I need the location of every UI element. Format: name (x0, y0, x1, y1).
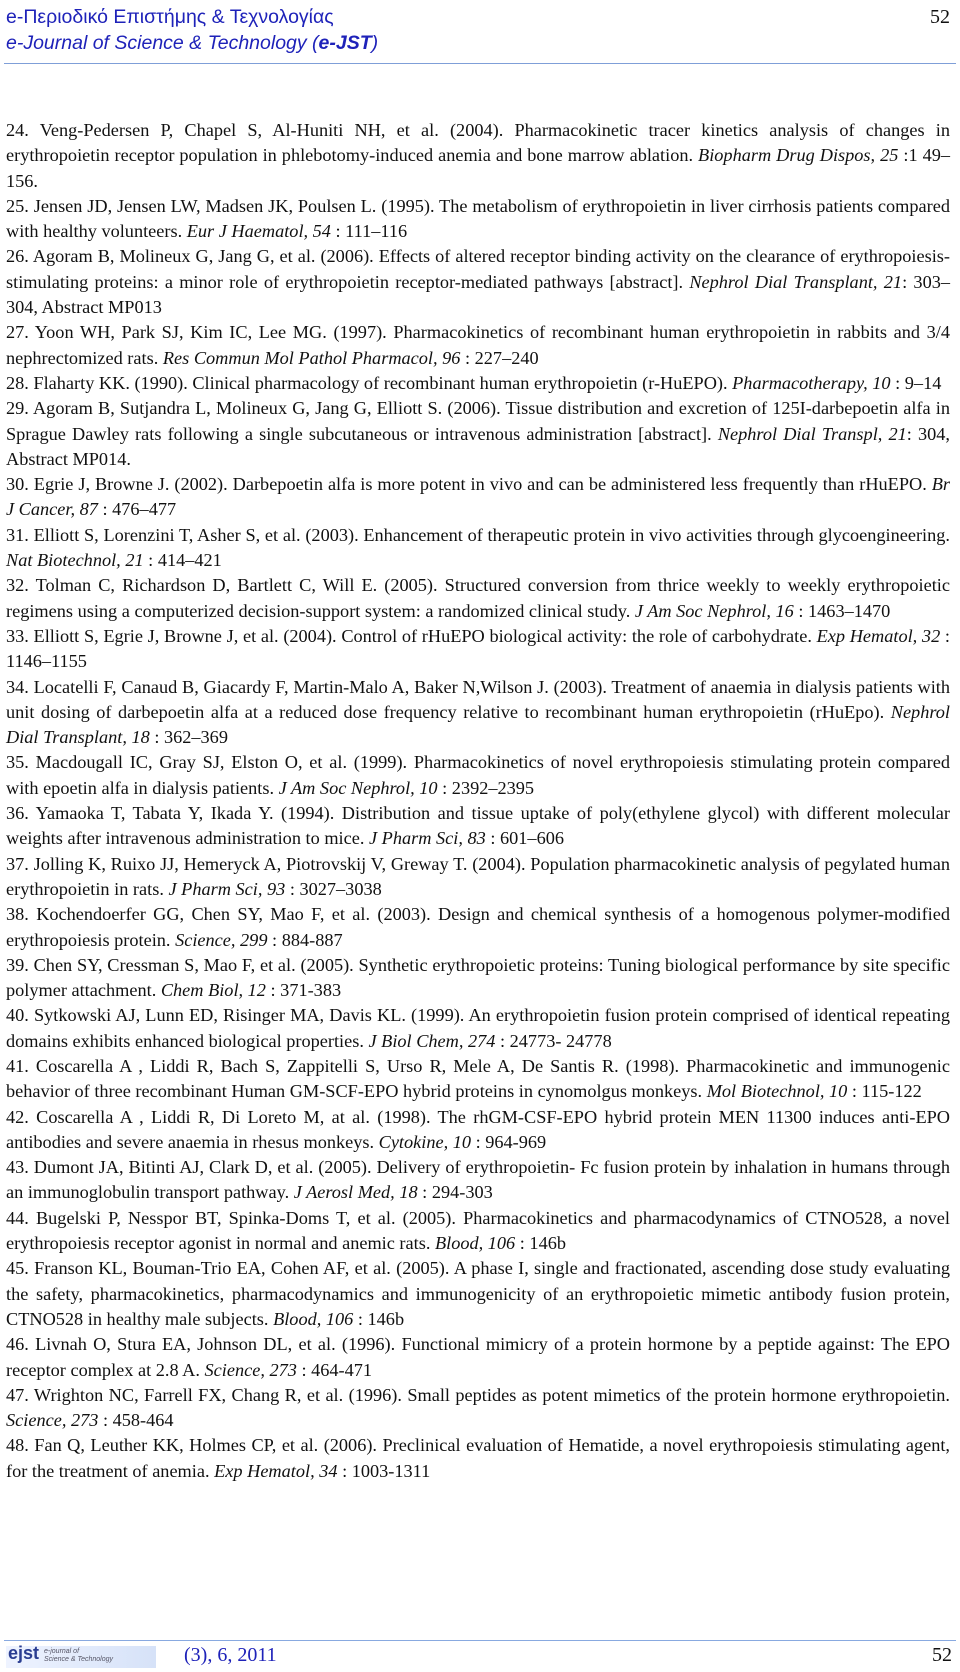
reference-journal: Nephrol Dial Transplant, 18 (6, 701, 950, 748)
reference-text: 47. Wrighton NC, Farrell FX, Chang R, et al. (1996). Small peptides as potent mimetics of the protein hormone erythropoietin. (6, 1384, 950, 1405)
reference-journal: Br J Cancer, 87 (6, 474, 950, 520)
reference-pages: : 24773- 24778 (495, 1030, 612, 1051)
journal-title-close: ) (371, 32, 379, 54)
journal-title-english-text: e-Journal of Science & Technology ( (6, 32, 319, 54)
reference-pages: : 964-969 (471, 1131, 547, 1152)
reference-item (6, 194, 950, 245)
reference-journal: J Am Soc Nephrol, 10 (278, 777, 438, 798)
reference-pages: : 1146–1155 (6, 625, 950, 672)
reference-text: 26. Agoram B, Molineux G, Jang G, et al. (2006). Effects of altered receptor binding activity on the clearance of erythropoiesis-stimulating proteins: a minor role of erythropoietin receptor-mediated pathways [abstract]. (6, 246, 950, 292)
reference-text: 37. Jolling K, Ruixo JJ, Hemeryck A, Piotrovskij V, Greway T. (2004). Population pharmacokinetic analysis of pegylated human erythropoietin in rats. (6, 853, 950, 899)
reference-pages: : 146b (515, 1233, 566, 1254)
reference-pages: : 414–421 (143, 550, 222, 571)
reference-journal: Nephrol Dial Transpl, 21 (717, 423, 907, 444)
footer-divider (4, 1640, 956, 1641)
reference-item (6, 953, 950, 1004)
reference-pages: : 303–304, Abstract MP013 (6, 271, 950, 318)
reference-item (6, 244, 950, 320)
reference-text: 34. Locatelli F, Canaud B, Giacardy F, Martin-Malo A, Baker N,Wilson J. (2003). Treatment of anaemia in dialysis patients with unit dosing of darbepoetin alfa at a reduced dose frequency relative to recombinant human erythropoietin (rHuEpo). (6, 676, 950, 722)
reference-pages: : 3027–3038 (285, 878, 382, 899)
footer-issue: (3), 6, 2011 (184, 1644, 277, 1666)
reference-text: 39. Chen SY, Cressman S, Mao F, et al. (2005). Synthetic erythropoietic proteins: Tuning biological performance by site specific polymer attachment. (6, 954, 950, 1001)
reference-pages: : 601–606 (485, 828, 564, 849)
reference-text: 35. Macdougall IC, Gray SJ, Elston O, et al. (1999). Pharmacokinetics of novel erythropoiesis stimulating protein compared with epoetin alfa in dialysis patients. (6, 752, 950, 798)
reference-journal: Exp Hematol, 34 (214, 1460, 338, 1481)
reference-pages: : 884-887 (267, 929, 343, 950)
reference-journal: Blood, 106 (273, 1308, 354, 1329)
reference-journal: Biopharm Drug Dispos, 25 (698, 145, 899, 166)
reference-text: 29. Agoram B, Sutjandra L, Molineux G, Jang G, Elliott S. (2006). Tissue distribution and excretion of 125I-darbepoetin alfa in Sprague Dawley rats following a single subcutaneous or intravenous administration [abstract]. (6, 398, 950, 444)
reference-text: 32. Tolman C, Richardson D, Bartlett C, Will E. (2005). Structured conversion from thrice weekly to weekly erythropoietic regimens using a computerized decision-support system: a randomized clinical study. (6, 575, 950, 621)
reference-text: 33. Elliott S, Egrie J, Browne J, et al. (2004). Control of rHuEPO biological activity: the role of carbohydrate. (6, 625, 817, 646)
reference-item (6, 1332, 950, 1383)
reference-text: 27. Yoon WH, Park SJ, Kim IC, Lee MG. (1997). Pharmacokinetics of recombinant human erythropoietin in rabbits and 3/4 nephrectomized rats. (6, 322, 950, 368)
reference-journal: Science, 299 (175, 929, 268, 950)
reference-item (6, 1256, 950, 1332)
reference-item (6, 472, 950, 523)
reference-item (6, 573, 950, 624)
reference-journal: Science, 273 (6, 1410, 99, 1431)
reference-pages: : 115-122 (847, 1081, 922, 1102)
journal-title-greek: e-Περιοδικό Επιστήμης & Τεχνολογίας (6, 6, 334, 28)
reference-item (6, 675, 950, 751)
reference-item (6, 320, 950, 371)
logo-wordmark: ejst (8, 1643, 40, 1663)
reference-pages: : 2392–2395 (437, 777, 535, 798)
reference-journal: Chem Biol, 12 (160, 980, 266, 1001)
reference-pages: : 371-383 (265, 980, 342, 1001)
reference-journal: Blood, 106 (434, 1233, 516, 1254)
reference-pages: : 476–477 (97, 499, 177, 520)
journal-abbrev: e-JST (318, 32, 372, 54)
reference-journal: Exp Hematol, 32 (816, 625, 941, 646)
reference-pages: : 1463–1470 (793, 600, 891, 621)
reference-item (6, 396, 950, 472)
reference-text: 43. Dumont JA, Bitinti AJ, Clark D, et al. (2005). Delivery of erythropoietin- Fc fusion protein by inhalation in humans through an immunoglobulin transport pathway. (6, 1157, 950, 1203)
page-footer (4, 1643, 956, 1668)
reference-text: 46. Livnah O, Stura EA, Johnson DL, et al. (1996). Functional mimicry of a protein hormone by a peptide against: The EPO receptor complex at 2.8 A. (6, 1334, 950, 1380)
reference-pages: : 362–369 (149, 727, 228, 748)
reference-pages: : 294-303 (417, 1182, 493, 1203)
reference-item (6, 1003, 950, 1054)
logo-tagline (44, 1648, 113, 1664)
reference-text: 30. Egrie J, Browne J. (2002). Darbepoetin alfa is more potent in vivo and can be administered less frequently than rHuEPO. (6, 474, 932, 495)
reference-item (6, 1054, 950, 1105)
reference-item (6, 624, 950, 675)
header-divider (4, 63, 956, 64)
reference-item (6, 1155, 950, 1206)
reference-journal: J Pharm Sci, 83 (369, 828, 486, 849)
reference-text: 40. Sytkowski AJ, Lunn ED, Risinger MA, Davis KL. (1999). An erythropoietin fusion protein comprised of identical repeating domains exhibits enhanced biological properties. (6, 1005, 950, 1051)
reference-journal: Cytokine, 10 (378, 1131, 472, 1152)
reference-item (6, 371, 950, 396)
reference-pages: : 227–240 (460, 347, 539, 368)
reference-pages: :1 49–156. (6, 145, 950, 191)
reference-text: 45. Franson KL, Bouman-Trio EA, Cohen AF, et al. (2005). A phase I, single and fractionated, ascending dose study evaluating the safety, pharmacokinetics, pharmacodynamics and immunogenicity of an erythropoietic mimetic antibody fusion protein, CTNO528 in healthy male subjects. (6, 1258, 950, 1329)
reference-pages: : 1003-1311 (337, 1460, 431, 1481)
reference-list (6, 118, 950, 1484)
reference-journal: Science, 273 (204, 1359, 297, 1380)
journal-logo (6, 1643, 156, 1668)
reference-item (6, 1383, 950, 1434)
reference-text: 44. Bugelski P, Nesspor BT, Spinka-Doms T, et al. (2005). Pharmacokinetics and pharmacodynamics of CTNO528, a novel erythropoiesis receptor agonist in normal and anemic rats. (6, 1207, 950, 1254)
footer-page-number: 52 (932, 1644, 952, 1666)
reference-item (6, 523, 950, 574)
reference-item (6, 1433, 950, 1484)
reference-text: 48. Fan Q, Leuther KK, Holmes CP, et al. (2006). Preclinical evaluation of Hematide, a novel erythropoiesis stimulating agent, for the treatment of anemia. (6, 1435, 950, 1481)
reference-text: 24. Veng-Pedersen P, Chapel S, Al-Huniti NH, et al. (2004). Pharmacokinetic tracer kinetics analysis of changes in erythropoietin receptor population in phlebotomy-induced anemia and bone marrow ablation. (6, 120, 950, 166)
logo-tagline-line1: e-journal of (44, 1648, 80, 1655)
reference-text: 41. Coscarella A , Liddi R, Bach S, Zappitelli S, Urso R, Mele A, De Santis R. (1998). Pharmacokinetic and immunogenic behavior of three recombinant Human GM-SCF-EPO hybrid proteins in cynomolgus monkeys. (6, 1055, 950, 1102)
reference-pages: : 458-464 (98, 1410, 174, 1431)
reference-item (6, 801, 950, 852)
reference-item (6, 1105, 950, 1156)
reference-journal: Res Commun Mol Pathol Pharmacol, 96 (162, 347, 461, 368)
reference-item (6, 852, 950, 903)
reference-pages: : 304, Abstract MP014. (6, 423, 950, 469)
reference-pages: : 464-471 (296, 1359, 373, 1380)
reference-journal: J Pharm Sci, 93 (168, 878, 286, 899)
reference-text: 31. Elliott S, Lorenzini T, Asher S, et al. (2003). Enhancement of therapeutic protein in vivo activities through glycoengineering. (6, 524, 950, 545)
reference-journal: Nephrol Dial Transplant, 21 (689, 271, 903, 292)
reference-item (6, 118, 950, 194)
reference-journal: J Aerosl Med, 18 (293, 1182, 418, 1203)
reference-pages: : 9–14 (890, 372, 942, 393)
logo-tagline-line2: Science & Technology (44, 1656, 114, 1663)
reference-text: 25. Jensen JD, Jensen LW, Madsen JK, Poulsen L. (1995). The metabolism of erythropoietin in liver cirrhosis patients compared with healthy volunteers. (6, 195, 950, 242)
reference-pages: : 146b (353, 1308, 405, 1329)
reference-journal: Pharmacotherapy, 10 (732, 372, 891, 393)
reference-pages: : 111–116 (330, 221, 408, 242)
journal-title-english (6, 30, 954, 56)
reference-journal: J Biol Chem, 274 (368, 1030, 496, 1051)
reference-journal: J Am Soc Nephrol, 16 (634, 600, 794, 621)
reference-item (6, 750, 950, 801)
reference-journal: Nat Biotechnol, 21 (6, 550, 144, 571)
reference-journal: Eur J Haematol, 54 (186, 221, 331, 242)
reference-text: 28. Flaharty KK. (1990). Clinical pharmacology of recombinant human erythropoietin (r-HuEPO). (6, 372, 733, 393)
reference-item (6, 902, 950, 953)
running-header (6, 4, 954, 56)
header-page-number: 52 (930, 6, 950, 28)
reference-item (6, 1206, 950, 1257)
reference-journal: Mol Biotechnol, 10 (706, 1081, 848, 1102)
reference-text: 38. Kochendoerfer GG, Chen SY, Mao F, et al. (2003). Design and chemical synthesis of a homogenous polymer-modified erythropoiesis protein. (6, 904, 950, 950)
reference-text: 36. Yamaoka T, Tabata Y, Ikada Y. (1994). Distribution and tissue uptake of poly(ethylene glycol) with different molecular weights after intravenous administration to mice. (6, 803, 950, 849)
reference-text: 42. Coscarella A , Liddi R, Di Loreto M, at al. (1998). The rhGM-CSF-EPO hybrid protein MEN 11300 induces anti-EPO antibodies and severe anaemia in rhesus monkeys. (6, 1106, 950, 1152)
